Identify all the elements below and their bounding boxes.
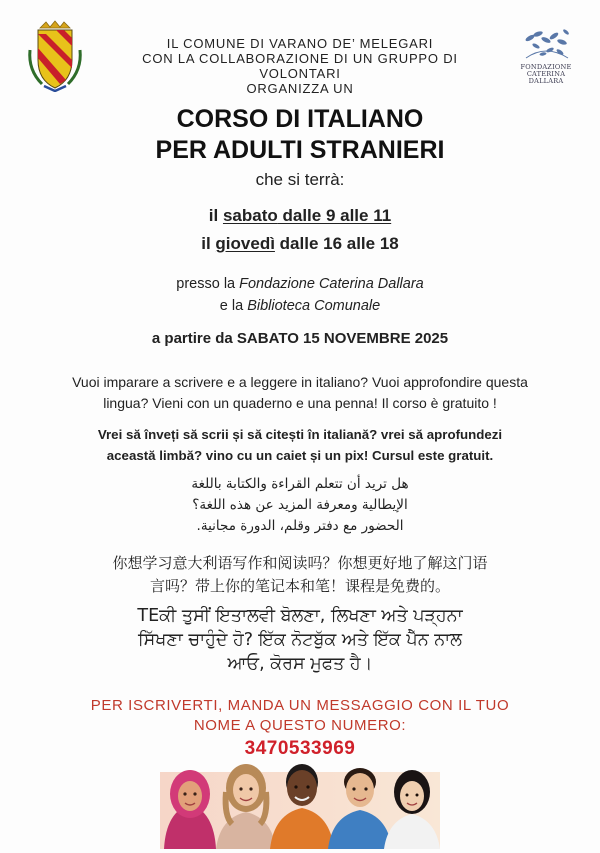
message-chinese bbox=[40, 552, 560, 598]
message-italian-line-2: lingua? Vieni con un quaderno e una penna! Il corso è gratuito ! bbox=[103, 395, 497, 411]
signup-instructions bbox=[20, 696, 580, 736]
message-italian bbox=[22, 372, 578, 414]
message-arabic-line-2: الإيطالية ومعرفة المزيد عن هذه اللغة؟ bbox=[192, 497, 408, 513]
course-title bbox=[0, 104, 600, 166]
people-illustration bbox=[160, 752, 440, 849]
message-romanian bbox=[22, 424, 578, 466]
subtitle: che si terrà: bbox=[255, 170, 345, 189]
signup-line-2: NOME A QUESTO NUMERO: bbox=[193, 717, 407, 734]
message-arabic-line-1: هل تريد أن تتعلم القراءة والكتابة باللغة bbox=[191, 476, 409, 492]
location bbox=[0, 273, 600, 317]
title-line-1: CORSO DI ITALIANO bbox=[176, 105, 424, 133]
schedule-saturday-prefix: il bbox=[208, 206, 223, 225]
message-arabic-line-3: الحضور مع دفتر وقلم، الدورة مجانية. bbox=[196, 518, 404, 534]
location-biblioteca: Biblioteca Comunale bbox=[247, 298, 381, 314]
dallara-logo-line-2: CATERINA bbox=[526, 70, 566, 79]
dallara-leaves-icon bbox=[518, 24, 574, 64]
dallara-logo-line-1: FONDAZIONE bbox=[520, 63, 572, 71]
signup-line-1: PER ISCRIVERTI, MANDA UN MESSAGGIO CON IL TUO bbox=[90, 697, 510, 714]
schedule-thursday-prefix: il bbox=[201, 234, 216, 253]
schedule-saturday bbox=[0, 206, 600, 226]
schedule-saturday-day: sabato bbox=[222, 206, 278, 225]
location-fondazione: Fondazione Caterina Dallara bbox=[239, 276, 424, 292]
message-punjabi-line-1: TEਕੀ ਤੁਸੀਂ ਇਤਾਲਵੀ ਬੋਲਣਾ, ਲਿਖਣਾ ਅਤੇ ਪੜ੍ਹਨਾ bbox=[137, 606, 463, 626]
message-punjabi bbox=[40, 604, 560, 676]
header-line-2: CON LA COLLABORAZIONE DI UN GRUPPO DI VOLONTARI bbox=[142, 51, 458, 81]
message-romanian-line-1: Vrei să înveți să scrii și să citești în italiană? vrei să aprofundezi bbox=[97, 427, 503, 442]
start-date: a partire da SABATO 15 NOVEMBRE 2025 bbox=[151, 330, 449, 347]
message-chinese-line-1: 你想学习意大利语写作和阅读吗？你想更好地了解这门语 bbox=[112, 554, 488, 572]
message-chinese-line-2: 言吗？带上你的笔记本和笔！课程是免费的。 bbox=[149, 577, 450, 595]
location-line-2-prefix: e la bbox=[219, 298, 248, 314]
location-line-1-prefix: presso la bbox=[176, 276, 240, 292]
header-line-3: ORGANIZZA UN bbox=[246, 81, 354, 96]
message-arabic bbox=[120, 474, 480, 537]
message-italian-line-1: Vuoi imparare a scrivere e a leggere in italiano? Vuoi approfondire questa bbox=[72, 374, 528, 390]
title-line-2: PER ADULTI STRANIERI bbox=[155, 136, 445, 164]
dallara-logo-text bbox=[508, 64, 584, 86]
message-romanian-line-2: această limbă? vino cu un caiet și un pix! Cursul este gratuit. bbox=[106, 448, 494, 463]
message-punjabi-line-3: ਆਓ, ਕੋਰਸ ਮੁਫਤ ਹੈ। bbox=[227, 654, 373, 674]
schedule-thursday bbox=[0, 234, 600, 254]
message-punjabi-line-2: ਸਿੱਖਣਾ ਚਾਹੁੰਦੇ ਹੋ? ਇੱਕ ਨੋਟਬੁੱਕ ਅਤੇ ਇੱਕ ਪੈੱਨ ਨਾਲ bbox=[138, 630, 462, 650]
comune-crest-logo bbox=[26, 20, 84, 92]
schedule-saturday-time: dalle 9 alle 11 bbox=[277, 206, 392, 225]
schedule-thursday-day: giovedì bbox=[215, 234, 275, 253]
phone-number[interactable]: 3470533969 bbox=[244, 738, 356, 759]
header-line-1: IL COMUNE DI VARANO DE’ MELEGARI bbox=[166, 36, 434, 51]
organizer-header bbox=[100, 36, 500, 96]
fondazione-dallara-logo bbox=[508, 24, 584, 96]
schedule-thursday-time: dalle 16 alle 18 bbox=[274, 234, 399, 253]
dallara-logo-line-3: DALLARA bbox=[528, 77, 564, 86]
